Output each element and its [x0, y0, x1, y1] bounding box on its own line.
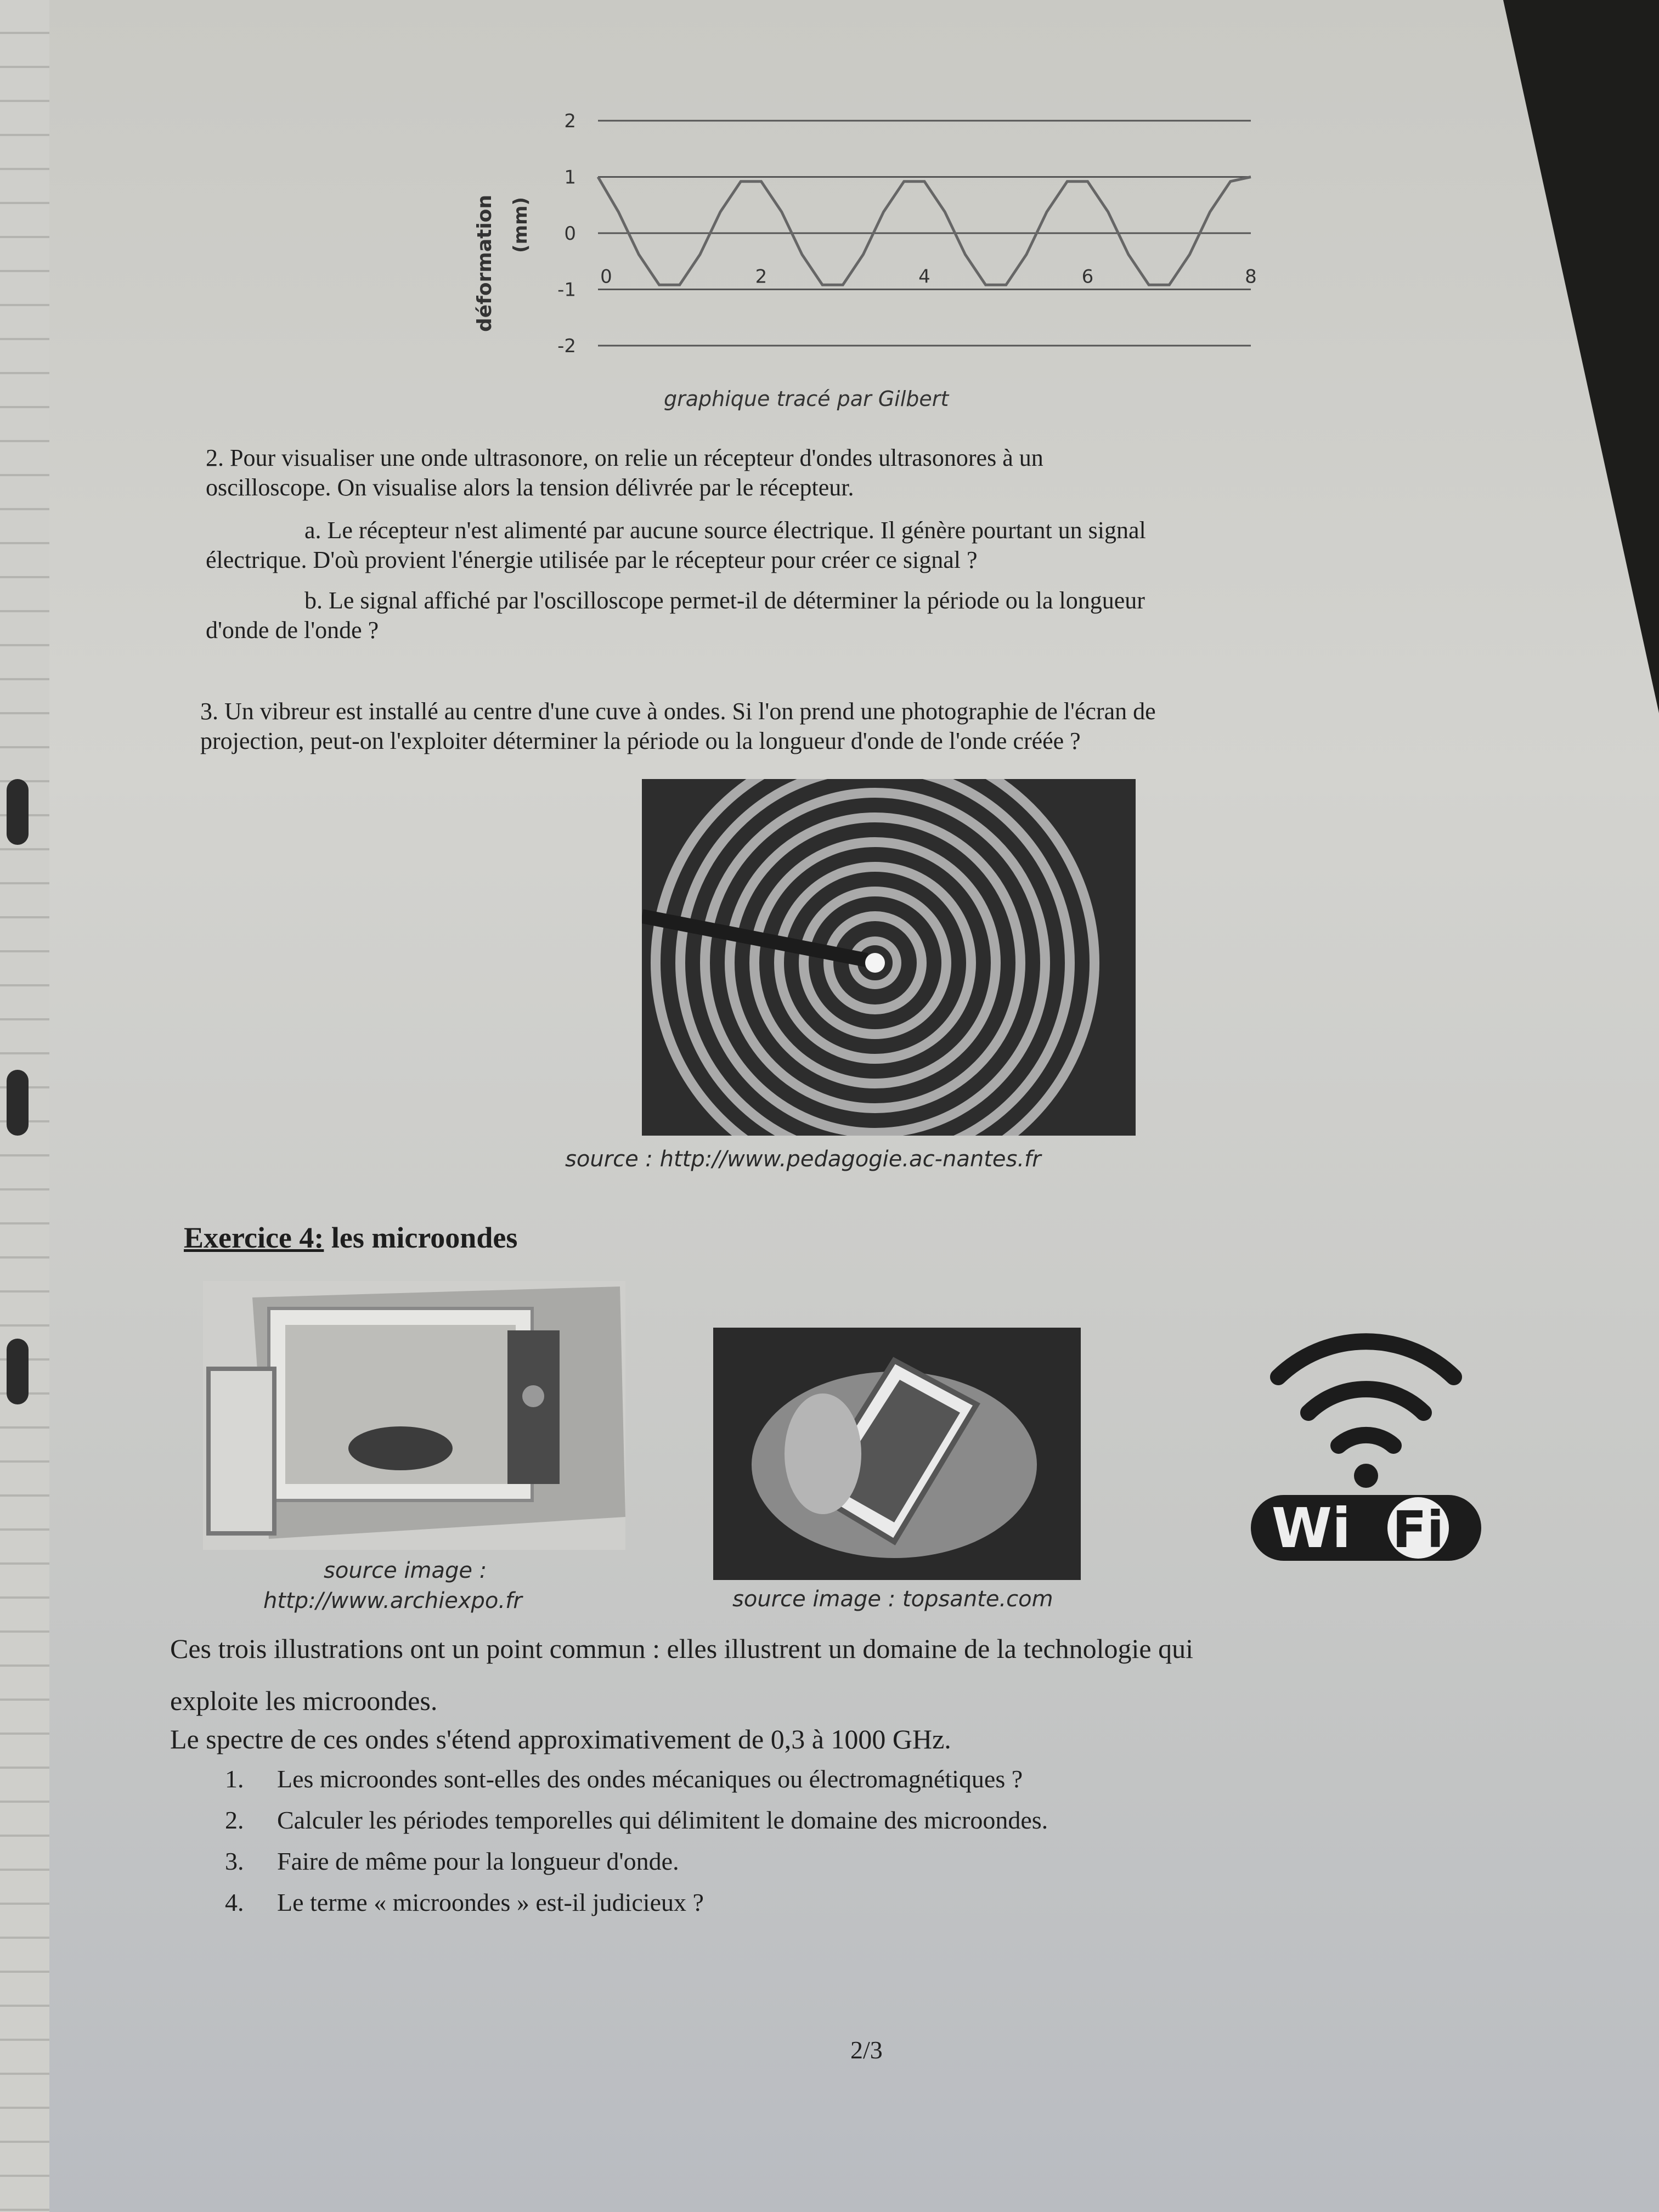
oven-source-url: http://www.archiexpo.fr	[263, 1588, 522, 1613]
ripple-tank-photo	[642, 779, 1136, 1136]
ex4-question	[225, 1846, 679, 1877]
q3-line-1: 3. Un vibreur est installé au centre d'une cuve à ondes. Si l'on prend une photographie de l'écran de	[200, 698, 1156, 725]
x-tick-label: 8	[1245, 266, 1257, 288]
ex4-question	[225, 1764, 1023, 1795]
q2-line-2: oscilloscope. On visualise alors la tension délivrée par le récepteur.	[206, 474, 854, 501]
phone-source: source image : topsante.com	[732, 1587, 1053, 1612]
ex4-intro-3: Le spectre de ces ondes s'étend approximativement de 0,3 à 1000 GHz.	[170, 1724, 951, 1754]
wifi-fi-text: Fi	[1392, 1500, 1444, 1559]
q2a-line-1: a. Le récepteur n'est alimenté par aucune source électrique. Il génère pourtant un signal	[304, 517, 1146, 544]
microwave-oven-photo	[203, 1281, 625, 1550]
y-tick-label: -1	[557, 279, 576, 301]
q2b-line-1: b. Le signal affiché par l'oscilloscope permet-il de déterminer la période ou la longueur	[304, 587, 1145, 614]
deformation-chart	[461, 93, 1273, 400]
page-number: 2/3	[850, 2036, 883, 2064]
wifi-logo	[1245, 1311, 1487, 1564]
chart-y-tick-labels	[557, 110, 576, 357]
y-tick-label: 1	[564, 166, 576, 189]
question-text: Calculer les périodes temporelles qui délimitent le domaine des microondes.	[277, 1806, 1048, 1834]
ex4-question	[225, 1805, 1048, 1836]
ex4-question	[225, 1887, 704, 1918]
chart-ylabel-2: (mm)	[510, 197, 532, 253]
ex4-intro-1: Ces trois illustrations ont un point commun : elles illustrent un domaine de la technologie qui	[170, 1633, 1194, 1664]
ex4-intro-2: exploite les microondes.	[170, 1685, 438, 1716]
ripple-source: source : http://www.pedagogie.ac-nantes.fr	[565, 1147, 1041, 1172]
q2b-line-2: d'onde de l'onde ?	[206, 617, 379, 644]
y-tick-label: 2	[564, 110, 576, 132]
question-text: Les microondes sont-elles des ondes mécaniques ou électromagnétiques ?	[277, 1765, 1023, 1793]
question-number: 2.	[225, 1806, 244, 1834]
question-number: 3.	[225, 1847, 244, 1875]
x-tick-label: 2	[755, 266, 768, 288]
q2a-line-2: électrique. D'où provient l'énergie utilisée par le récepteur pour créer ce signal ?	[206, 546, 978, 573]
question-number: 4.	[225, 1888, 244, 1916]
y-tick-label: -2	[557, 335, 576, 357]
chart-gridlines	[598, 121, 1251, 346]
question-number: 1.	[225, 1765, 244, 1793]
chart-ylabel-1: déformation	[473, 194, 496, 332]
question-text: Faire de même pour la longueur d'onde.	[277, 1847, 679, 1875]
smartphone-photo	[713, 1328, 1081, 1580]
x-tick-label: 0	[600, 266, 612, 288]
q2-line-1: 2. Pour visualiser une onde ultrasonore, on relie un récepteur d'ondes ultrasonores à un	[206, 444, 1043, 471]
exercise-4-topic: les microondes	[324, 1221, 518, 1254]
q3-line-2: projection, peut-on l'exploiter déterminer la période ou la longueur d'onde de l'onde créée ?	[200, 727, 1081, 754]
chart-caption: graphique tracé par Gilbert	[664, 387, 949, 411]
x-tick-label: 4	[918, 266, 930, 288]
question-text: Le terme « microondes » est-il judicieux ?	[277, 1888, 704, 1916]
oven-source-label: source image :	[324, 1558, 487, 1583]
wifi-wi-text: Wi	[1271, 1496, 1351, 1560]
x-tick-label: 6	[1081, 266, 1094, 288]
y-tick-label: 0	[564, 223, 576, 245]
exercise-4-number: Exercice 4:	[184, 1221, 324, 1254]
exercise-4-title	[184, 1221, 517, 1255]
